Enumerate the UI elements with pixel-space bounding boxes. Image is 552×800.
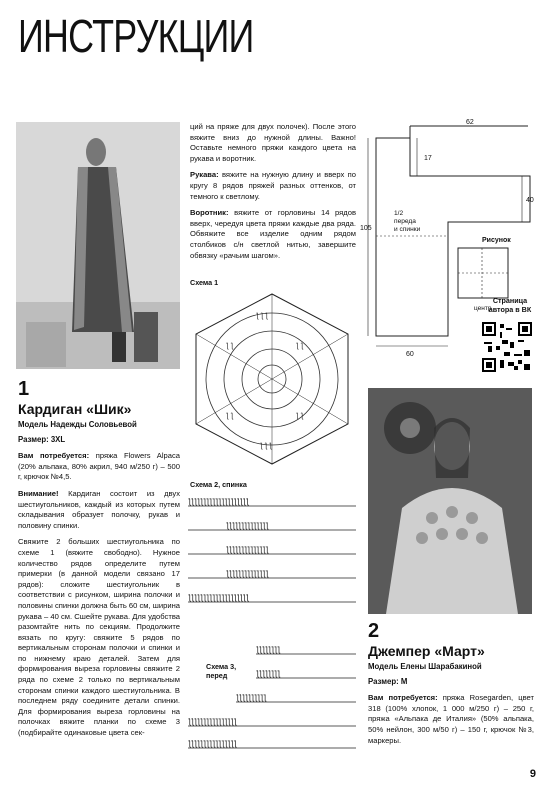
svg-text:ƪƪƪƪƪƪƪƪƪƪƪƪƪƪ: ƪƪƪƪƪƪƪƪƪƪƪƪƪƪ (226, 521, 269, 530)
dim-40: 40 (526, 197, 534, 204)
materials-label: Вам потребуется: (18, 451, 90, 461)
photo-jumper (368, 388, 532, 614)
col2-collar (190, 208, 356, 261)
scheme-3-chart (186, 640, 358, 756)
item2-size: Размер: M (368, 676, 408, 686)
item1-materials (18, 451, 180, 483)
svg-text:ƪ ƪ: ƪ ƪ (226, 413, 234, 420)
scheme-3-label: Схема 3, перед (206, 662, 237, 680)
item1-author: Модель Надежды Соловьевой (18, 420, 137, 429)
svg-text:ƪƪƪƪƪƪƪƪ: ƪƪƪƪƪƪƪƪ (256, 669, 281, 678)
attention-text: Кардиган состоит из двух шестиугольников, каждый из которых путем складывания образует полочку, рукав и половину спинки. (18, 488, 180, 530)
col2-p1: ций на пряже для двух полочек). После этого вяжите вниз до нужной длины. Важно! Оставьте немного пряжи каждого цвета на рукава и воротник. (190, 122, 356, 163)
svg-text:ƪƪƪƪƪƪƪƪƪƪƪƪƪƪƪƪ: ƪƪƪƪƪƪƪƪƪƪƪƪƪƪƪƪ (188, 739, 237, 748)
item2-materials (368, 693, 534, 746)
materials-text: пряжа Flowers Alpaca (20% альпака, 80% акрил, 940 м/250 г) – 500 г, крючок №4,5. (18, 451, 180, 482)
item1-size: Размер: 3XL (18, 434, 66, 444)
materials-text-2: пряжа Rosegarden, цвет 318 (100% хлопок, 1 000 м/250 г) – 250 г, пряжа «Альпака де Италия» (50% альпака, 50% нейлон, 300 м/50 г) – 150 г, крючок №3, маркеры. (368, 693, 534, 745)
center-label: центр (474, 305, 492, 312)
svg-text:ƪ ƪ: ƪ ƪ (296, 413, 304, 420)
photo-cardigan (16, 122, 180, 369)
svg-text:ƪƪƪƪƪƪƪƪ: ƪƪƪƪƪƪƪƪ (256, 645, 281, 654)
scheme-1-label: Схема 1 (190, 278, 219, 287)
sleeves-text: вяжите на нужную длину и вверх по кругу 8 рядов пряжей разных оттенков, от темного к светлому. (190, 170, 356, 201)
svg-text:ƪƪƪƪƪƪƪƪƪƪ: ƪƪƪƪƪƪƪƪƪƪ (236, 693, 267, 702)
col2-text (190, 122, 356, 267)
page-title: ИНСТРУКЦИИ (18, 10, 254, 62)
item-number-1: 1 (18, 378, 30, 400)
collar-label: Воротник: (190, 208, 229, 218)
item2-text (368, 662, 534, 752)
svg-text:ƪ ƪ ƪ: ƪ ƪ ƪ (260, 443, 272, 450)
item-title-jumper: Джемпер «Март» (368, 643, 485, 659)
scheme-2-label: Схема 2, спинка (190, 480, 247, 489)
item2-author: Модель Елены Шарабакиной (368, 662, 482, 671)
svg-text:ƪƪƪƪƪƪƪƪƪƪƪƪƪƪƪƪƪƪƪƪ: ƪƪƪƪƪƪƪƪƪƪƪƪƪƪƪƪƪƪƪƪ (188, 593, 249, 602)
half-label: 1/2 переда и спинки (394, 210, 421, 233)
svg-text:ƪƪƪƪƪƪƪƪƪƪƪƪƪƪƪƪƪƪƪƪ: ƪƪƪƪƪƪƪƪƪƪƪƪƪƪƪƪƪƪƪƪ (188, 497, 249, 506)
attention-label: Внимание! (18, 488, 59, 498)
item1-body: Свяжите 2 больших шестиугольника по схеме 1 (вяжите свободно). Нужное количество рядов определите путем примерки (в данной модели связано 17 рядов): сложите шестиугольник в соответствии с рисунком, ширина полочки и половины спинки должна быть 60 см, ширина рукава – 40 см. Сшейте рукава. Для удобства разомтайте нить по секциям. Продолжите вязать по кругу: свяжите 5 рядов по вертикальным сторонам полочки и спинки и по нижнему краю деталей. Затем для формирования выреза горловины свяжите 2 ряда по схеме 2 только по вертикальным сторонам спинки каждого шестиугольника. В последнем ряду соедините детали спинки. Для формирования выреза горловины на полочках вяжите планки по схеме 3 (подбирайте одинаковые цвета сек- (18, 537, 180, 738)
item1-attention (18, 489, 180, 531)
figure-label: Рисунок (482, 237, 511, 244)
scheme-1-hexagon (186, 288, 358, 470)
item-title-cardigan: Кардиган «Шик» (18, 401, 132, 417)
dim-17: 17 (424, 155, 432, 162)
svg-text:ƪƪƪƪƪƪƪƪƪƪƪƪƪƪƪƪ: ƪƪƪƪƪƪƪƪƪƪƪƪƪƪƪƪ (188, 717, 237, 726)
scheme-2-chart (186, 490, 358, 622)
svg-text:ƪ ƪ ƪ: ƪ ƪ ƪ (256, 313, 268, 320)
item1-text (18, 420, 180, 745)
col2-sleeves (190, 170, 356, 202)
dim-105: 105 (360, 225, 372, 232)
materials-label-2: Вам потребуется: (368, 693, 438, 703)
svg-text:ƪƪƪƪƪƪƪƪƪƪƪƪƪƪ: ƪƪƪƪƪƪƪƪƪƪƪƪƪƪ (226, 569, 269, 578)
item-number-2: 2 (368, 620, 380, 642)
collar-text: вяжите от горловины 14 рядов вверх, чередуя цвета пряжи каждые два ряда. Обвяжите все изделие одним рядом столбиков с/н светлой нитью, завершите обвязку «рачьим шагом». (190, 208, 356, 260)
svg-text:ƪ ƪ: ƪ ƪ (296, 343, 304, 350)
vk-page-label: Страница автора в ВК (488, 296, 532, 314)
sleeves-label: Рукава: (190, 170, 219, 180)
dim-60: 60 (406, 351, 414, 358)
dim-62: 62 (466, 119, 474, 126)
page-number: 9 (529, 768, 536, 780)
svg-text:ƪ ƪ: ƪ ƪ (226, 343, 234, 350)
svg-text:ƪƪƪƪƪƪƪƪƪƪƪƪƪƪ: ƪƪƪƪƪƪƪƪƪƪƪƪƪƪ (226, 545, 269, 554)
qr-code-icon[interactable] (482, 322, 532, 372)
